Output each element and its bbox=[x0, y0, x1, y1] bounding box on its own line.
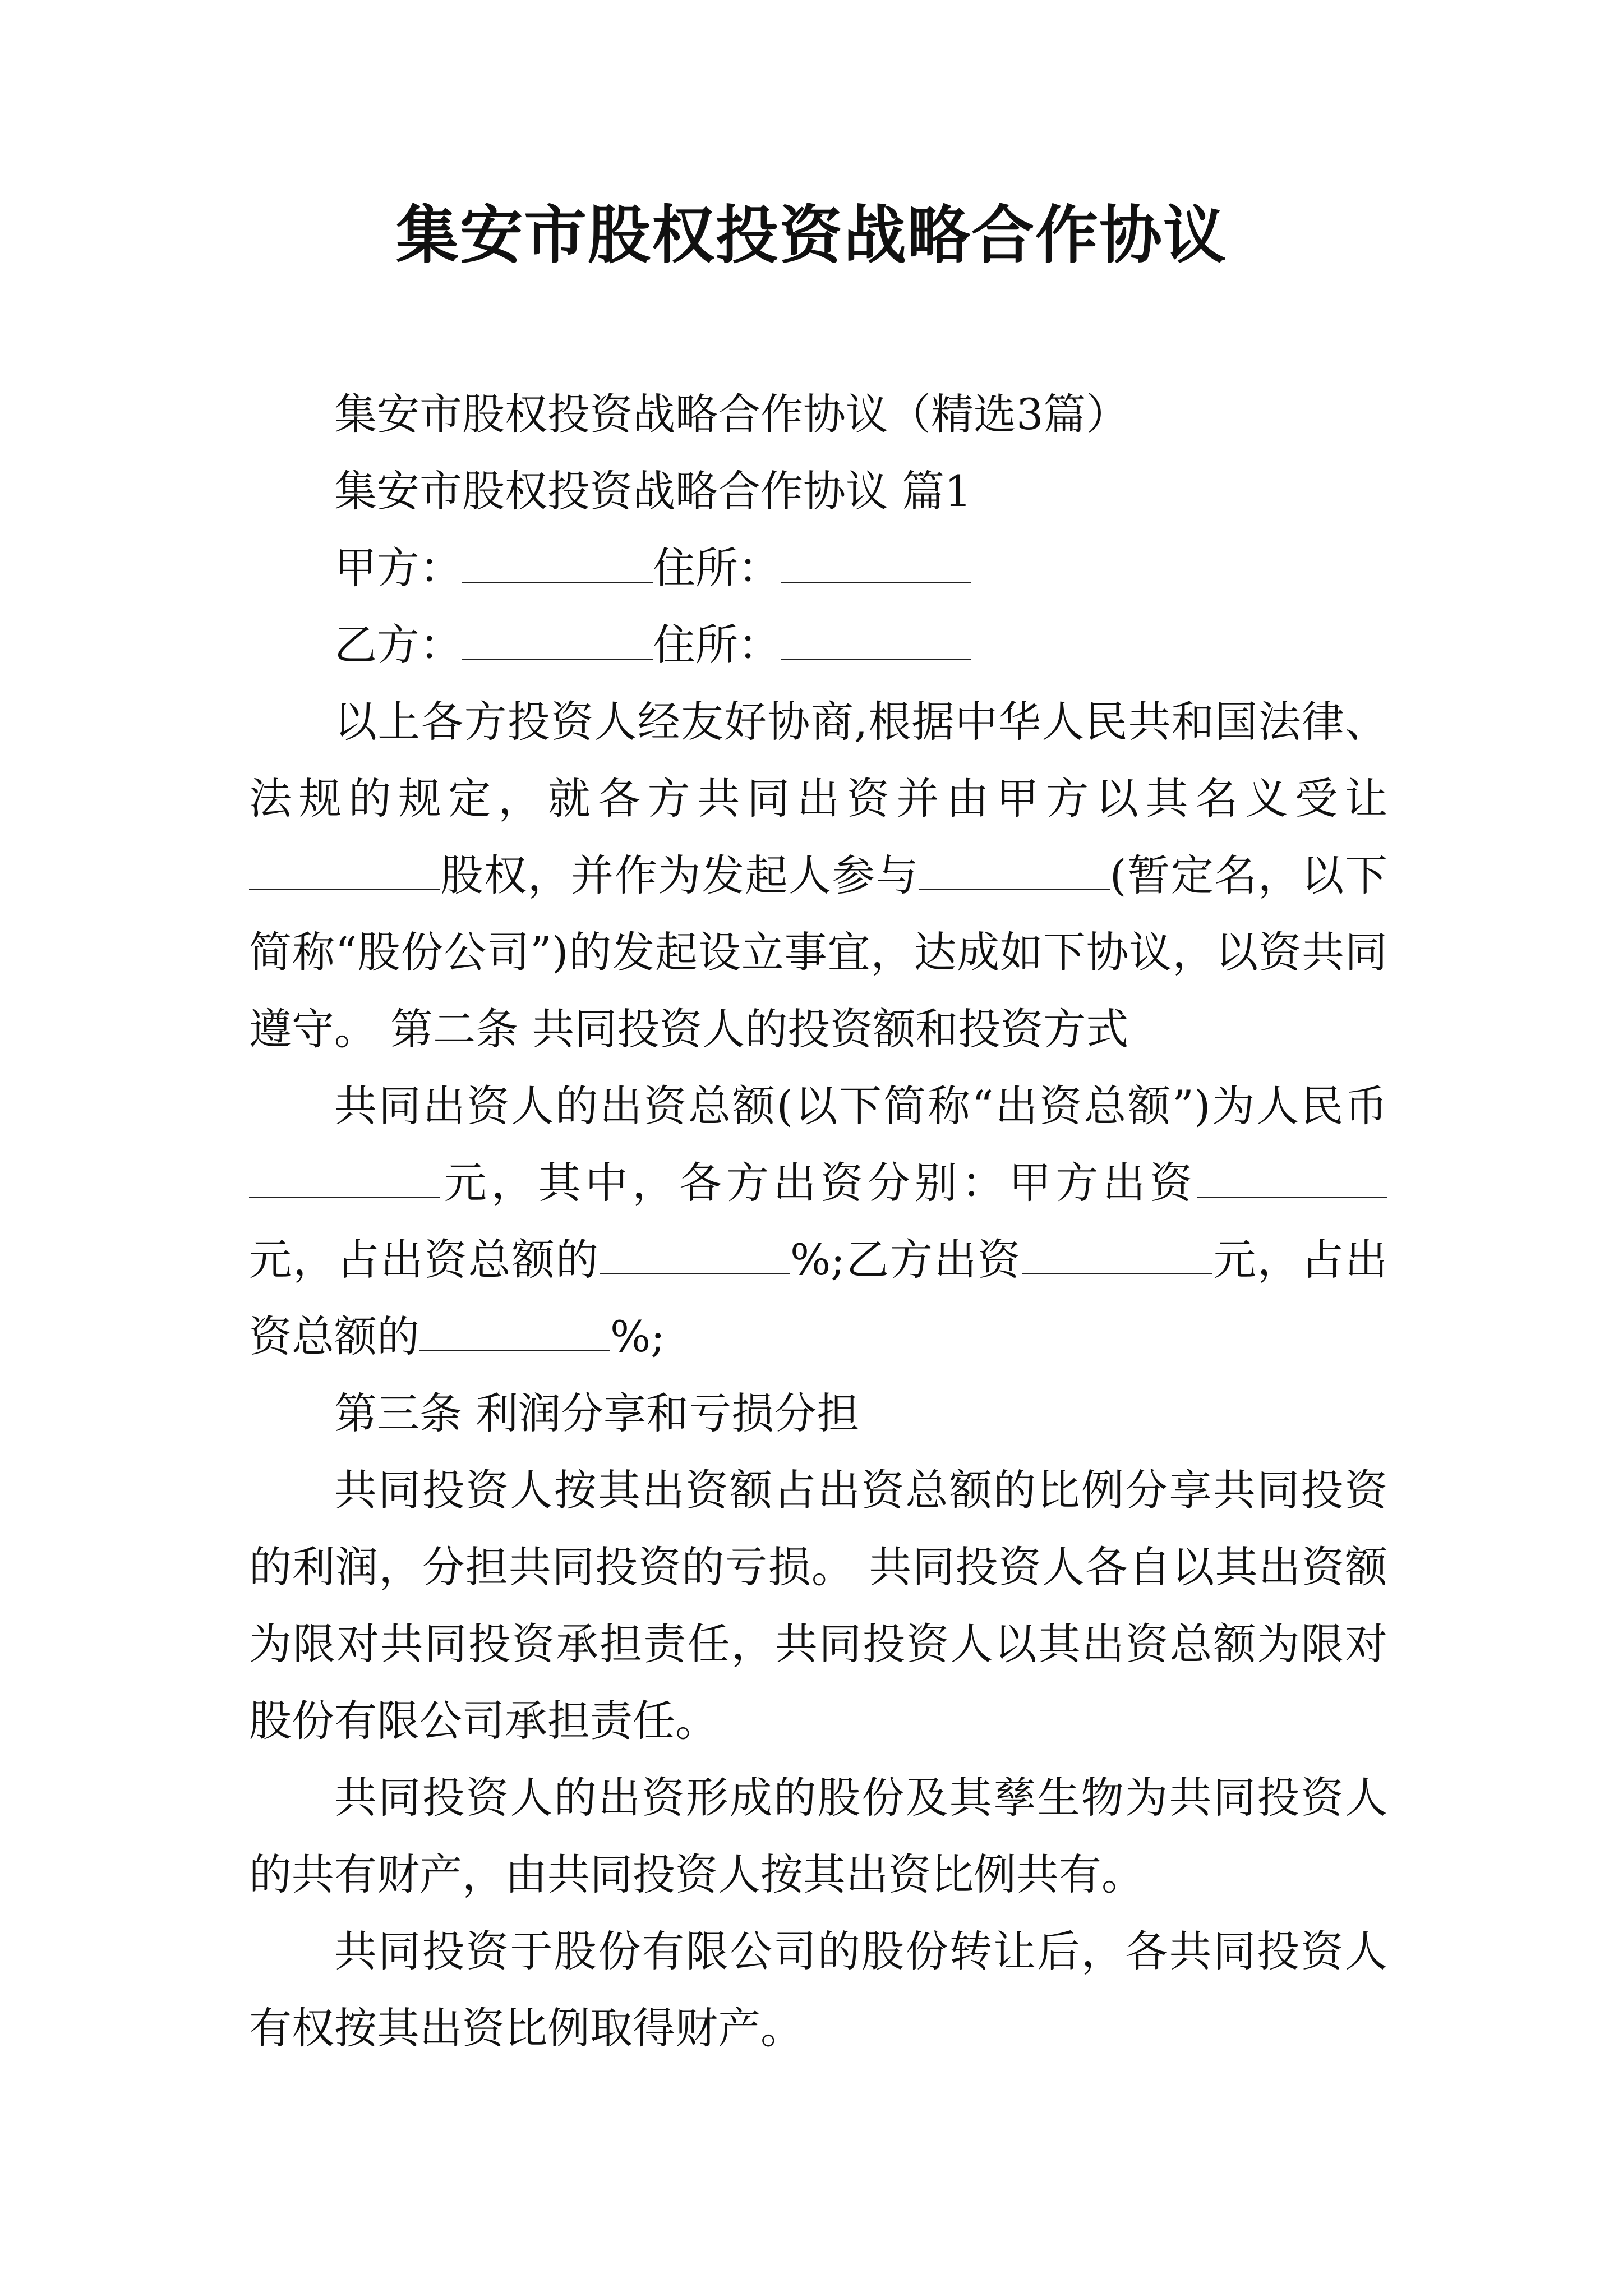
text: 共同出资人的出资总额(以下简称“出资总额”)为人民币 bbox=[334, 1081, 1387, 1131]
document-title: 集安市股权投资战略合作协议 bbox=[396, 199, 1227, 272]
blank-line bbox=[600, 1237, 790, 1274]
text: 集安市股权投资战略合作协议（精选3篇） bbox=[334, 389, 1129, 439]
paragraph-party-b bbox=[249, 606, 1387, 683]
text: %;乙方出资 bbox=[790, 1235, 1022, 1285]
blank-line bbox=[462, 546, 653, 583]
paragraph-article-title bbox=[249, 453, 1387, 530]
text: 第三条 利润分享和亏损分担 bbox=[334, 1388, 860, 1438]
text: 共同投资人的出资形成的股份及其孳生物为共同投资人的共有财产，由共同投资人按其出资比例共有。 bbox=[249, 1773, 1387, 1899]
paragraph-common-property bbox=[249, 1759, 1387, 1913]
text: 元，其中，各方出资分别：甲方出资 bbox=[440, 1158, 1197, 1208]
paragraph-party-a bbox=[249, 530, 1387, 606]
blank-line bbox=[1022, 1237, 1212, 1274]
document-body bbox=[249, 376, 1387, 2067]
text: 集安市股权投资战略合作协议 篇1 bbox=[334, 466, 972, 516]
party-a-label: 甲方： bbox=[334, 543, 462, 593]
paragraph-share-transfer bbox=[249, 1913, 1387, 2067]
blank-line bbox=[781, 546, 971, 583]
blank-line bbox=[249, 853, 440, 890]
text: 元，占出资总额的 bbox=[249, 1235, 1388, 1361]
paragraph-article-3-heading bbox=[249, 1375, 1387, 1452]
blank-line bbox=[249, 1161, 440, 1198]
text: %; bbox=[610, 1312, 665, 1361]
address-label: 住所： bbox=[653, 543, 781, 593]
paragraph-preamble bbox=[249, 683, 1387, 1068]
blank-line bbox=[919, 853, 1110, 890]
party-b-label: 乙方： bbox=[334, 620, 462, 670]
text: (暂定名，以下简称“股份公司”)的发起设立事宜，达成如下协议，以资共同遵守。 第二条 共同投资人的投资额和投资方式 bbox=[249, 850, 1388, 1054]
blank-line bbox=[1197, 1161, 1387, 1198]
blank-line bbox=[462, 623, 653, 660]
blank-line bbox=[419, 1314, 610, 1351]
paragraph-profit-sharing bbox=[249, 1452, 1387, 1759]
paragraph-collection-title bbox=[249, 376, 1387, 453]
paragraph-capital bbox=[249, 1068, 1387, 1375]
text: 以上各方投资人经友好协商,根据中华人民共和国法律、法规的规定，就各方共同出资并由甲方以其名义受让 bbox=[249, 697, 1387, 823]
text: 共同投资人按其出资额占出资总额的比例分享共同投资的利润，分担共同投资的亏损。 共同投资人各自以其出资额为限对共同投资承担责任，共同投资人以其出资总额为限对股份有限公司承担责任。 bbox=[249, 1465, 1387, 1746]
address-label: 住所： bbox=[653, 620, 781, 670]
text: 元，占出资总额的 bbox=[249, 1235, 600, 1285]
blank-line bbox=[781, 623, 971, 660]
text: 股权，并作为发起人参与 bbox=[440, 850, 919, 900]
text: 共同投资于股份有限公司的股份转让后，各共同投资人有权按其出资比例取得财产。 bbox=[249, 1926, 1387, 2053]
